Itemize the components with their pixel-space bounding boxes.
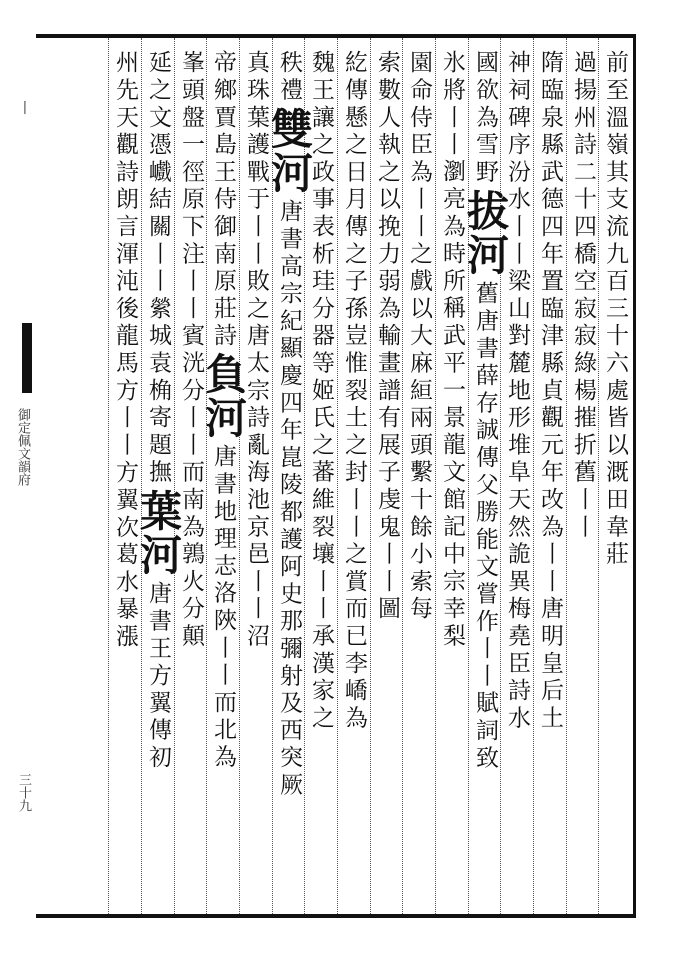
gutter-page-number: 三十九: [16, 773, 31, 812]
text-column: [461, 50, 510, 910]
column-text: 真珠葉護戰于丨丨敗之唐太宗詩亂海池京邑丨丨沼: [243, 50, 269, 651]
headword: 拔河: [461, 188, 510, 277]
column-divider: [272, 38, 273, 914]
column-divider: [402, 38, 403, 914]
text-column: [265, 50, 314, 910]
text-column: [176, 50, 206, 910]
column-divider: [533, 38, 534, 914]
column-divider: [500, 38, 501, 914]
column-text: 氷將丨丨: [439, 50, 465, 160]
text-column: [404, 50, 434, 910]
column-text: 唐書地理志洛陜丨丨而北為: [210, 444, 236, 772]
column-divider: [468, 38, 469, 914]
column-text: 延之文憑巇結關丨丨縈城袁桷寄題撫: [145, 50, 171, 487]
column-divider: [174, 38, 175, 914]
column-text: 秩禮: [276, 50, 302, 105]
column-divider: [337, 38, 338, 914]
column-text: 賓洸分丨丨而南為鶉火分顛: [178, 323, 204, 651]
text-column: [437, 50, 467, 910]
column-text: 魏王讓之政事表析珪分器等姬氏之蕃維裂壤丨丨承漢家之: [308, 50, 334, 733]
gutter-title: 御定佩文韻府: [15, 408, 30, 486]
column-divider: [206, 38, 207, 914]
column-text: 瀏亮為時所稱武平一景龍文館記中宗幸梨: [439, 159, 465, 651]
column-divider: [435, 38, 436, 914]
column-divider: [370, 38, 371, 914]
column-text: 國欲為雪野: [472, 50, 498, 187]
page-gutter: [0, 38, 34, 914]
column-text: 舊唐書薛存誠傳父勝能文嘗作丨丨賦詞致: [472, 280, 498, 772]
top-border: [36, 34, 636, 38]
headword: 雙河: [265, 106, 314, 195]
column-text: 方翼次葛水暴漲: [112, 459, 138, 651]
column-text: 峯頭盤一徑原下注丨丨: [178, 50, 204, 323]
column-text: 州先天觀詩朗言渾沌後龍馬方丨丨: [112, 50, 138, 460]
headword: 葉河: [134, 488, 183, 577]
text-column: [199, 50, 248, 910]
text-column: [339, 50, 369, 910]
column-text: 神祠碑序汾水丨丨梁山對麓地形堆阜天然詭異梅堯臣詩水: [504, 50, 530, 733]
column-text: 唐書王方翼傳初: [145, 580, 171, 772]
column-divider: [566, 38, 567, 914]
column-divider: [598, 38, 599, 914]
column-divider: [239, 38, 240, 914]
column-text: 唐書高宗紀顯慶四年崑陵都護阿史那彌射及西突厥: [276, 198, 302, 800]
column-divider: [108, 38, 109, 914]
right-border: [633, 34, 636, 918]
text-column: [134, 50, 183, 910]
column-text: 園命侍臣為丨丨之戲以大麻絙兩頭繫十餘小索每: [406, 50, 432, 624]
column-text: 帝鄉賈島王侍御南原莊詩: [210, 50, 236, 351]
column-text: 前至溫嶺其支流九百三十六處皆以溉田韋莊: [602, 50, 628, 569]
column-text: 紇傳懸之日月傳之子孫豈惟裂土之封丨丨之賞而已李嶠為: [341, 50, 367, 733]
bottom-border: [36, 914, 636, 918]
headword: 負河: [199, 352, 248, 441]
text-column: [600, 50, 630, 910]
column-divider: [141, 38, 142, 914]
column-text: 過揚州詩二十四橋空寂寂綠楊摧折舊丨丨: [570, 50, 596, 542]
text-column: [241, 50, 271, 910]
text-column: [535, 50, 565, 910]
text-column: [372, 50, 402, 910]
text-column: [568, 50, 598, 910]
text-column: [502, 50, 532, 910]
gutter-mark: 丨: [18, 101, 32, 117]
column-text: 索數人執之以挽力弱為輸畫譜有展子虔鬼丨丨圖: [374, 50, 400, 624]
column-text: 隋臨泉縣武德四年置臨津縣貞觀元年改為丨丨唐明皇后土: [537, 50, 563, 733]
fishtail-mark: [22, 323, 32, 393]
text-column: [110, 50, 140, 910]
